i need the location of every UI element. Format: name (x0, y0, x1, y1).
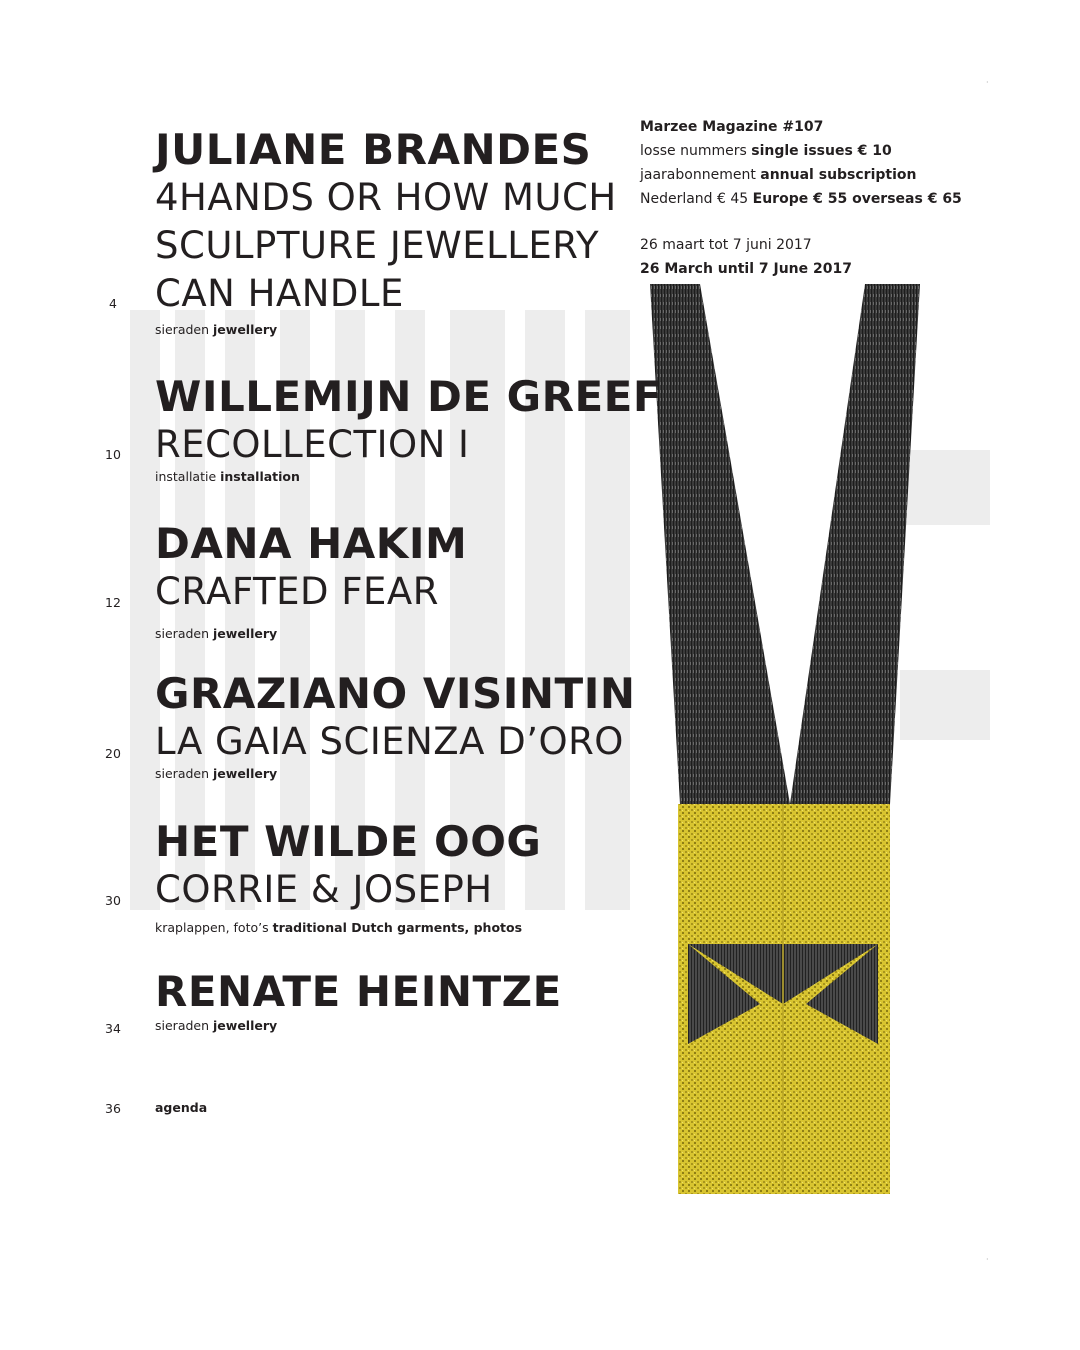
page-number: 20 (105, 746, 121, 761)
category-nl: sieraden (155, 766, 210, 781)
toc-entry (155, 968, 562, 1034)
subscription-en: annual subscription (760, 167, 917, 183)
price-nl: Nederland € 45 (640, 191, 749, 207)
crop-mark: · (986, 1255, 989, 1264)
toc-entry (155, 373, 662, 485)
price-en: Europe € 55 overseas € 65 (752, 191, 962, 207)
page-number: 34 (105, 1021, 121, 1036)
subscription-nl: jaarabonnement (640, 167, 756, 183)
toc-entry (155, 670, 635, 782)
artist-name: WILLEMIJN DE GREEF (155, 372, 663, 421)
agenda-label: agenda (155, 1100, 208, 1115)
category-en: traditional Dutch garments, photos (272, 920, 523, 935)
artist-name: DANA HAKIM (155, 519, 468, 568)
category (155, 322, 617, 338)
article-title-line: CAN HANDLE (155, 272, 404, 315)
category (155, 469, 662, 485)
toc-entry (155, 126, 617, 338)
category (155, 766, 635, 782)
category-en: installation (220, 469, 300, 484)
article-title-line: CORRIE & JOSEPH (155, 868, 493, 911)
artist-name: HET WILDE OOG (155, 817, 542, 866)
category-en: jewellery (213, 626, 278, 641)
dates-nl: 26 maart tot 7 juni 2017 (640, 237, 812, 253)
category (155, 920, 541, 936)
artist-name: GRAZIANO VISINTIN (155, 669, 636, 718)
category-en: jewellery (213, 766, 278, 781)
category-nl: sieraden (155, 626, 210, 641)
article-title-line: 4HANDS OR HOW MUCH (155, 176, 617, 219)
necklace-image (640, 284, 930, 1204)
dates-en: 26 March until 7 June 2017 (640, 261, 852, 277)
category-en: jewellery (213, 322, 278, 337)
page-number: 12 (105, 595, 121, 610)
article-title-line: RECOLLECTION I (155, 423, 470, 466)
page-number: 36 (105, 1101, 121, 1116)
article-title-line: CRAFTED FEAR (155, 570, 439, 613)
category-en: jewellery (213, 1018, 278, 1033)
category-nl: kraplappen, foto’s (155, 920, 269, 935)
crop-mark: · (986, 78, 989, 87)
category (155, 626, 467, 642)
article-title-line: LA GAIA SCIENZA D’ORO (155, 720, 624, 763)
magazine-title: Marzee Magazine #107 (640, 119, 824, 135)
category-nl: installatie (155, 469, 217, 484)
single-issues-nl: losse nummers (640, 143, 747, 159)
single-issues-en: single issues € 10 (751, 143, 892, 159)
category-nl: sieraden (155, 322, 210, 337)
category (155, 1018, 562, 1034)
toc-entry (155, 520, 467, 642)
toc-entry (155, 818, 541, 936)
article-title-line: SCULPTURE JEWELLERY (155, 224, 600, 267)
artist-name: JULIANE BRANDES (155, 125, 592, 174)
page-number: 10 (105, 447, 121, 462)
category-nl: sieraden (155, 1018, 210, 1033)
artist-name: RENATE HEINTZE (155, 967, 562, 1016)
page-number: 30 (105, 893, 121, 908)
toc-entry-agenda (155, 1100, 207, 1116)
page-number: 4 (109, 296, 117, 311)
magazine-info (640, 115, 962, 281)
